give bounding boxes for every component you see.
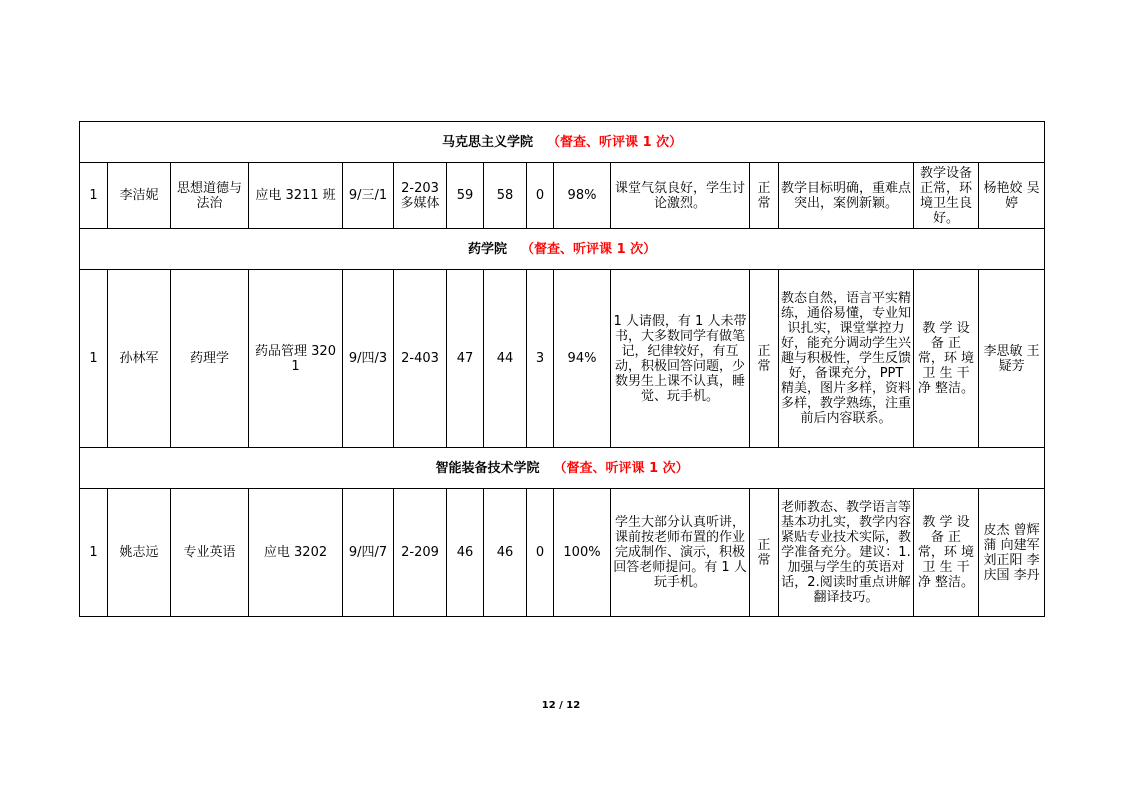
cell-evaluation: 教态自然，语言平实精练，通俗易懂，专业知识扎实，课堂掌控力好，能充分调动学生兴趣与积极性，学生反馈好，备课充分，PPT 精美，图片多样，资料多样，教学熟练，注重前后内容联系。 — [779, 270, 914, 448]
section-header-row — [80, 229, 1045, 270]
cell-inspectors: 杨艳姣 吴婷 — [979, 163, 1045, 229]
cell-rate: 100% — [554, 489, 611, 617]
cell-course: 专业英语 — [171, 489, 249, 617]
cell-situation: 课堂气氛良好，学生讨论激烈。 — [611, 163, 750, 229]
section-title — [80, 448, 1045, 489]
cell-course: 药理学 — [171, 270, 249, 448]
section-note: （督查、听评课 1 次） — [553, 460, 689, 476]
section-note: （督查、听评课 1 次） — [547, 134, 683, 150]
cell-environment: 教 学 设 备 正 常，环 境 卫 生 干 净 整洁。 — [914, 270, 979, 448]
college-name: 药学院 — [468, 241, 508, 257]
cell-no: 1 — [80, 163, 108, 229]
cell-actual: 46 — [484, 489, 527, 617]
table-row — [80, 163, 1045, 229]
cell-environment: 教学设备正常，环境卫生良好。 — [914, 163, 979, 229]
college-name: 智能装备技术学院 — [435, 460, 540, 476]
cell-inspectors: 皮杰 曾辉蒲 向建军 刘正阳 李庆国 李丹 — [979, 489, 1045, 617]
cell-no: 1 — [80, 489, 108, 617]
cell-rate: 94% — [554, 270, 611, 448]
inspection-table — [79, 121, 1045, 617]
cell-should: 46 — [447, 489, 484, 617]
cell-should: 47 — [447, 270, 484, 448]
section-title — [80, 229, 1045, 270]
cell-course: 思想道德与法治 — [171, 163, 249, 229]
cell-teacher: 李洁妮 — [108, 163, 171, 229]
cell-absent: 3 — [527, 270, 554, 448]
section-note: （督查、听评课 1 次） — [521, 241, 657, 257]
cell-evaluation: 老师教态、教学语言等基本功扎实，教学内容紧贴专业技术实际，教学准备充分。建议：1.加强与学生的英语对话，2.阅读时重点讲解翻译技巧。 — [779, 489, 914, 617]
cell-rate: 98% — [554, 163, 611, 229]
cell-room: 2-403 — [394, 270, 447, 448]
cell-order: 正常 — [750, 489, 779, 617]
cell-evaluation: 教学目标明确，重难点突出，案例新颖。 — [779, 163, 914, 229]
cell-teacher: 孙林军 — [108, 270, 171, 448]
cell-absent: 0 — [527, 163, 554, 229]
table-row — [80, 270, 1045, 448]
cell-class: 应电 3202 — [249, 489, 343, 617]
cell-no: 1 — [80, 270, 108, 448]
table-row — [80, 489, 1045, 617]
cell-inspectors: 李思敏 王疑芳 — [979, 270, 1045, 448]
cell-room: 2-209 — [394, 489, 447, 617]
cell-date: 9/三/1 — [343, 163, 394, 229]
cell-order: 正常 — [750, 270, 779, 448]
cell-situation: 学生大部分认真听讲，课前按老师布置的作业完成制作、演示，积极回答老师提问。有 1 人玩手机。 — [611, 489, 750, 617]
cell-class: 应电 3211 班 — [249, 163, 343, 229]
cell-situation: 1 人请假，有 1 人未带书，大多数同学有做笔记，纪律较好，有互动，积极回答问题，少数男生上课不认真，睡觉、玩手机。 — [611, 270, 750, 448]
cell-class: 药品管理 3201 — [249, 270, 343, 448]
cell-date: 9/四/3 — [343, 270, 394, 448]
cell-environment: 教 学 设 备 正 常，环 境 卫 生 干 净 整洁。 — [914, 489, 979, 617]
cell-actual: 58 — [484, 163, 527, 229]
cell-should: 59 — [447, 163, 484, 229]
page-number: 12 / 12 — [541, 700, 581, 711]
cell-teacher: 姚志远 — [108, 489, 171, 617]
section-title — [80, 122, 1045, 163]
college-name: 马克思主义学院 — [442, 134, 534, 150]
cell-room: 2-203 多媒体 — [394, 163, 447, 229]
cell-actual: 44 — [484, 270, 527, 448]
cell-absent: 0 — [527, 489, 554, 617]
cell-order: 正常 — [750, 163, 779, 229]
section-header-row — [80, 448, 1045, 489]
cell-date: 9/四/7 — [343, 489, 394, 617]
section-header-row — [80, 122, 1045, 163]
